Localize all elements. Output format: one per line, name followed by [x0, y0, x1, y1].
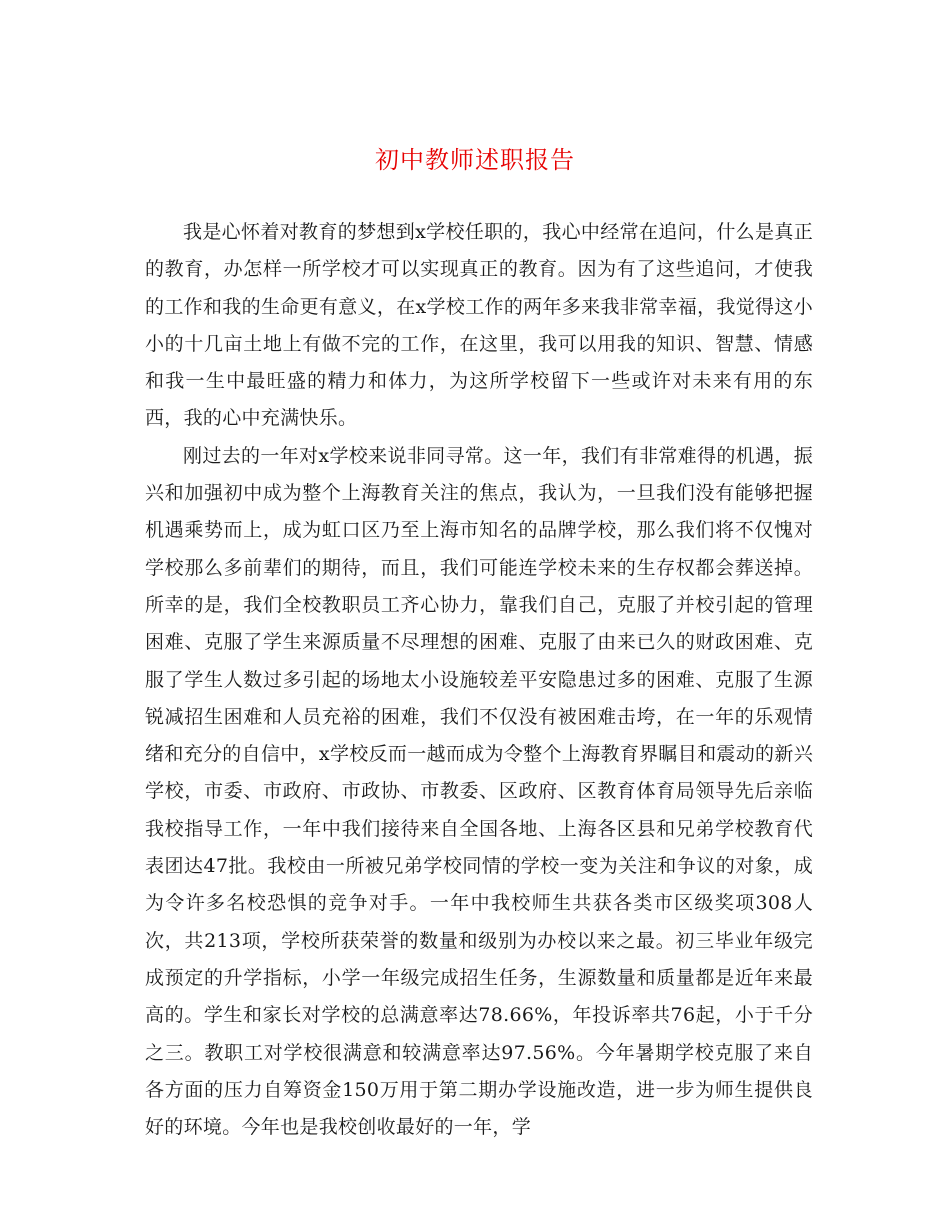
document-body	[145, 214, 813, 1146]
paragraph-intro: 我是心怀着对教育的梦想到x学校任职的，我心中经常在追问，什么是真正的教育，办怎样一所学校才可以实现真正的教育。因为有了这些追问，才使我的工作和我的生命更有意义，在x学校工作的两年多来我非常幸福，我觉得这小小的十几亩土地上有做不完的工作，在这里，我可以用我的知识、智慧、情感和我一生中最旺盛的精力和体力，为这所学校留下一些或许对未来有用的东西，我的心中充满快乐。	[145, 221, 813, 430]
document-title: 初中教师述职报告	[375, 146, 575, 174]
paragraph-annual-review: 刚过去的一年对x学校来说非同寻常。这一年，我们有非常难得的机遇，振兴和加强初中成为整个上海教育关注的焦点，我认为，一旦我们没有能够把握机遇乘势而上，成为虹口区乃至上海市知名的品牌学校，那么我们将不仅愧对学校那么多前辈们的期待，而且，我们可能连学校未来的生存权都会葬送掉。所幸的是，我们全校教职员工齐心协力，靠我们自己，克服了并校引起的管理困难、克服了学生来源质量不尽理想的困难、克服了由来已久的财政困难、克服了学生人数过多引起的场地太小设施较差平安隐患过多的困难、克服了生源锐减招生困难和人员充裕的困难，我们不仅没有被困难击垮，在一年的乐观情绪和充分的自信中，x学校反而一越而成为令整个上海教育界瞩目和震动的新兴学校，市委、市政府、市政协、市教委、区政府、区教育体育局领导先后亲临我校指导工作，一年中我们接待来自全国各地、上海各区县和兄弟学校教育代表团达47批。我校由一所被兄弟学校同情的学校一变为关注和争议的对象，成为令许多名校恐惧的竞争对手。一年中我校师生共获各类市区级奖项308人次，共213项，学校所获荣誉的数量和级别为办校以来之最。初三毕业年级完成预定的升学指标，小学一年级完成招生任务，生源数量和质量都是近年来最高的。学生和家长对学校的总满意率达78.66%，年投诉率共76起，小于千分之三。教职工对学校很满意和较满意率达97.56%。今年暑期学校克服了来自各方面的压力自筹资金150万用于第二期办学设施改造，进一步为师生提供良好的环境。今年也是我校创收最好的一年，学	[145, 444, 813, 1139]
